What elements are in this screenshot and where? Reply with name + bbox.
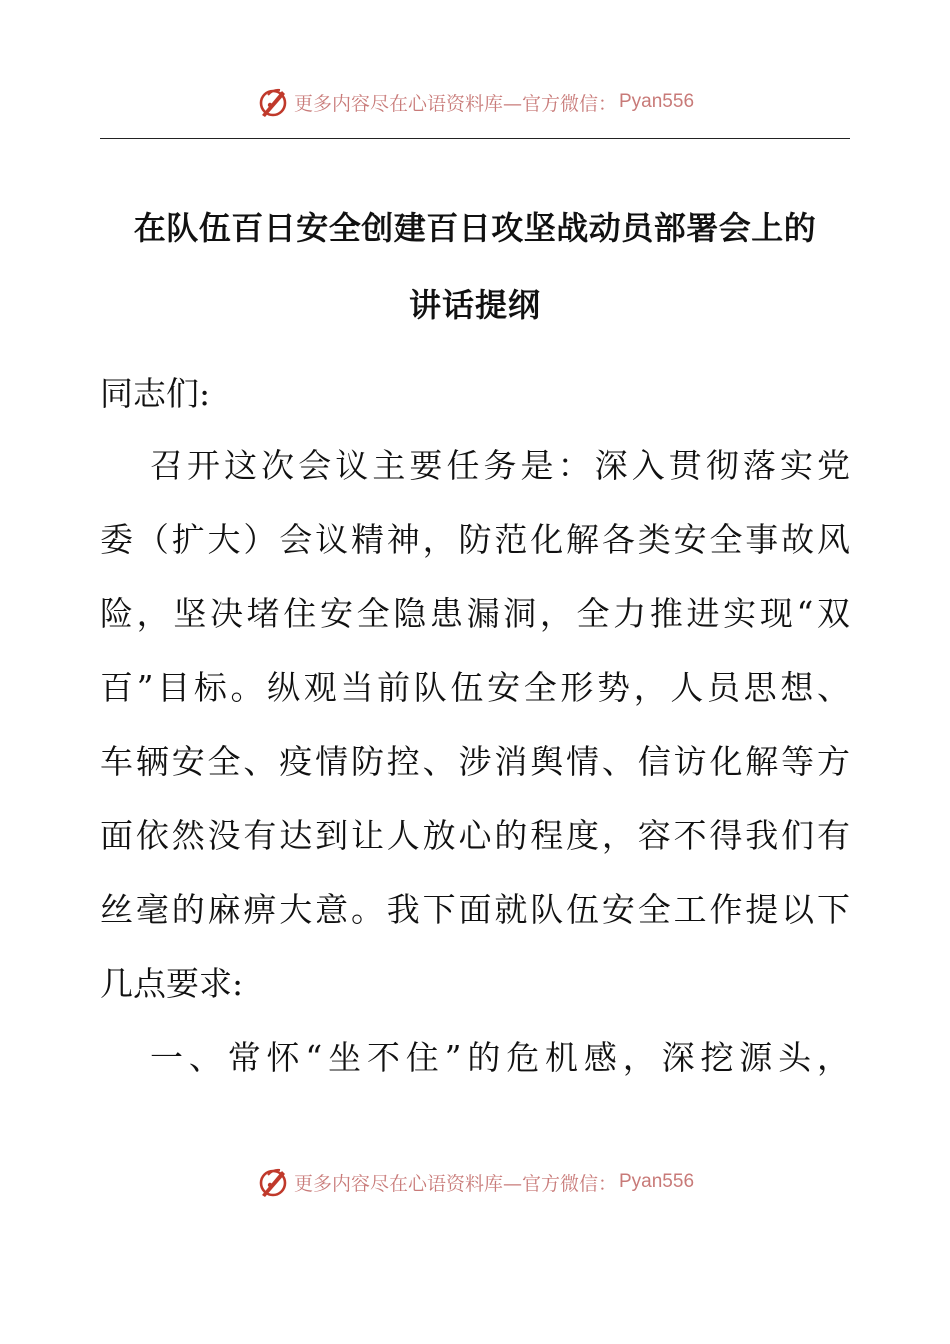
paragraph-line: 委（扩大）会议精神，防范化解各类安全事故风 [100,520,850,559]
paragraph-line: 丝毫的麻痹大意。我下面就队伍安全工作提以下 [100,890,850,929]
footer-banner [0,1164,950,1200]
paragraph-line: 几点要求: [100,964,244,1003]
header-banner-text: 更多内容尽在心语资料库—官方微信： [293,92,617,115]
footer-banner-text: 更多内容尽在心语资料库—官方微信： [293,1172,617,1195]
pen-logo-icon [256,1165,290,1199]
header-banner [0,84,950,120]
header-divider [100,138,850,139]
salutation: 同志们: [100,374,211,413]
paragraph-line: 百”目标。纵观当前队伍安全形势，人员思想、 [100,668,850,707]
footer-wechat-id: Pyan556 [619,1171,695,1192]
document-title-line-1: 在队伍百日安全创建百日攻坚战动员部署会上的 [133,209,817,247]
paragraph-line: 面依然没有达到让人放心的程度，容不得我们有 [100,816,850,855]
document-title-line-2: 讲话提纲 [408,286,541,324]
header-wechat-id: Pyan556 [619,91,695,112]
section-heading-1: 一、常怀“坐不住”的危机感，深挖源头， [150,1038,850,1077]
paragraph-line: 召开这次会议主要任务是：深入贯彻落实党 [150,446,850,485]
pen-logo-icon [256,85,290,119]
paragraph-line: 车辆安全、疫情防控、涉消舆情、信访化解等方 [100,742,850,781]
paragraph-line: 险，坚决堵住安全隐患漏洞，全力推进实现“双 [100,594,850,633]
